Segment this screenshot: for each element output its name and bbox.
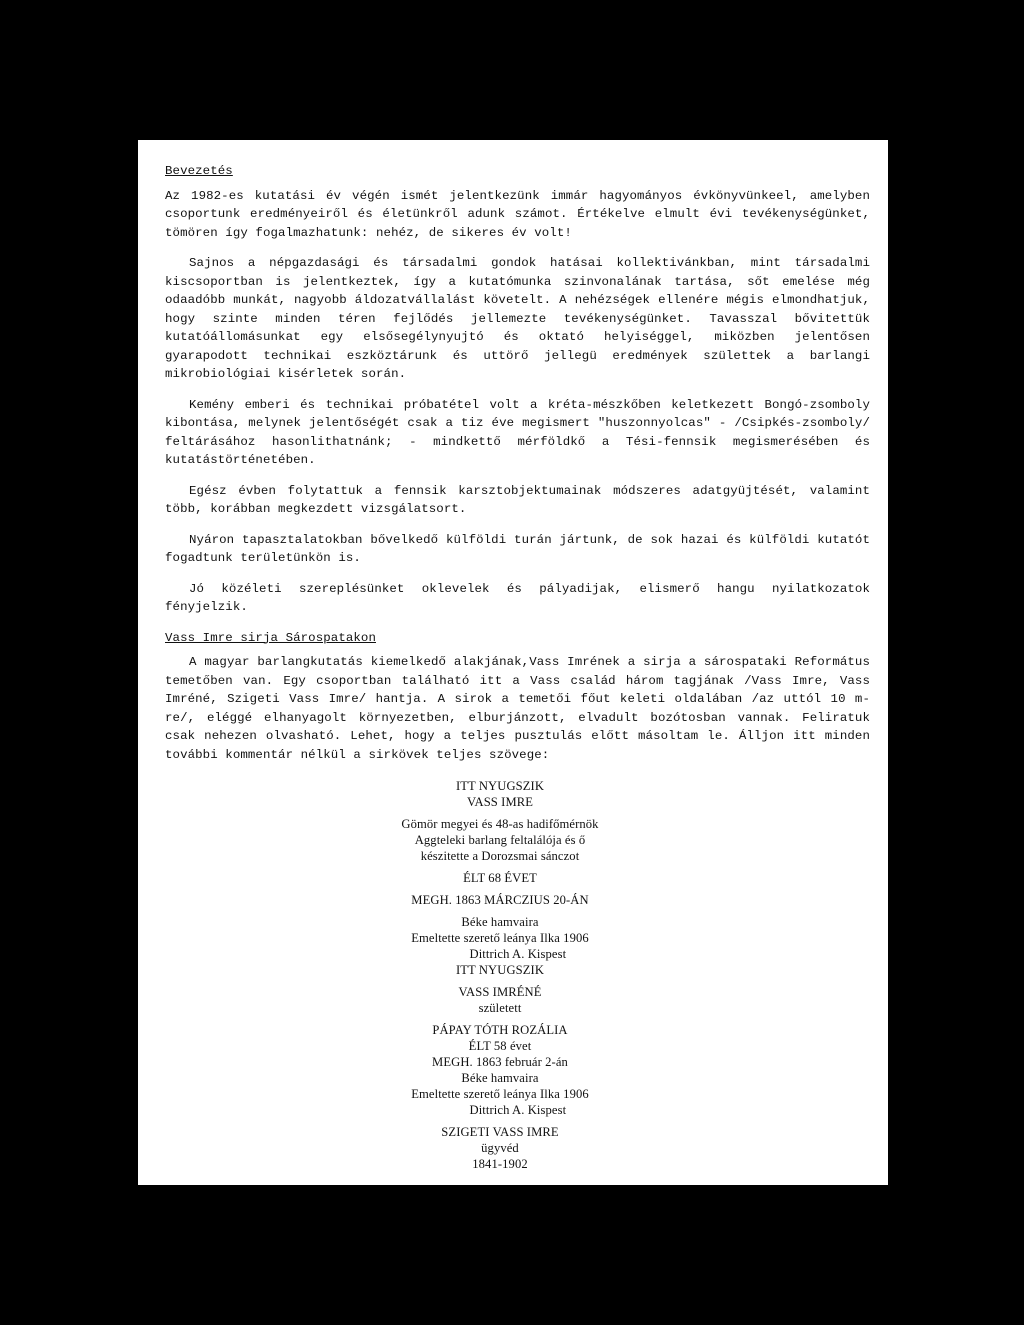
epitaph-line: VASS IMRE — [466, 795, 534, 809]
epitaph-line: ÉLT 58 évet — [468, 1039, 532, 1053]
epitaph-line: Emeltette szerető leánya Ilka 1906 — [411, 931, 589, 945]
epitaph-line: SZIGETI VASS IMRE — [441, 1125, 559, 1139]
epitaph-line: Gömör megyei és 48-as hadifőmérnök — [401, 817, 599, 831]
document-body — [165, 162, 870, 1172]
paragraph: Kemény emberi és technikai próbatétel volt a kréta-mészkőben keletkezett Bongó-zsomboly kibontása, melynek jelentőségét csak a tiz éve megismert "huszonnyolcas" - /Csipkés-zsomboly/ feltárásához hasonlithatnánk; - mindkettő mérföldkő a Tési-fennsik megismerésében és kutatástörténetében. — [165, 397, 870, 467]
epitaph-line: készitette a Dorozsmai sánczot — [420, 849, 580, 863]
epitaph-line: MEGH. 1863 MÁRCZIUS 20-ÁN — [411, 893, 589, 907]
epitaph-line: VASS IMRÉNÉ — [458, 985, 542, 999]
paragraph: Nyáron tapasztalatokban bővelkedő külföldi turán jártunk, de sok hazai és külföldi kutatót fogadtunk területünkön is. — [165, 532, 870, 565]
epitaph-line: ügyvéd — [481, 1141, 519, 1155]
section-heading-vass-imre: Vass Imre sirja Sárospatakon — [165, 630, 376, 645]
epitaph-line: ITT NYUGSZIK — [455, 963, 545, 977]
epitaph-line: Emeltette szerető leánya Ilka 1906 — [411, 1087, 589, 1101]
epitaph-block — [165, 778, 835, 1172]
paragraph: A magyar barlangkutatás kiemelkedő alakjának,Vass Imrének a sirja a sárospataki Református temetőben van. Egy csoportban található itt a Vass család három tagjának /Vass Imre, Vass Imréné, Szigeti Vass Imre/ hantja. A sirok a temetői főut keleti oldalában /az uttól 10 m-re/, eléggé elhanyagolt környezetben, elburjánzott, elvadult bozótosban vannak. Feliratuk csak nehezen olvasható. Lehet, hogy a teljes pusztulás előtt másoltam le. Álljon itt minden további kommentár nélkül a sirkövek teljes szövege: — [165, 655, 870, 762]
epitaph-line: Béke hamvaira — [461, 915, 539, 929]
epitaph-line: ÉLT 68 ÉVET — [463, 871, 537, 885]
epitaph-line: PÁPAY TÓTH ROZÁLIA — [432, 1023, 568, 1037]
epitaph-line: 1841-1902 — [472, 1157, 528, 1171]
paragraph: Egész évben folytattuk a fennsik karsztobjektumainak módszeres adatgyüjtését, valamint több, korábban megkezdett vizsgálatsort. — [165, 483, 870, 516]
epitaph-line: Dittrich A. Kispest — [433, 1103, 567, 1117]
paragraph: Sajnos a népgazdasági és társadalmi gondok hatásai kollektivánkban, mint társadalmi kiscsoportban is jelentkeztek, így a kutatómunka szinvonalának tartása, sőt emelése még odaadóbb munkát, nagyobb áldozatvállalást követelt. A nehézségek ellenére mégis elmondhatjuk, hogy szinte minden téren fejlődés jellemezte tevékenységünket. Tavasszal bővitettük kutatóállomásunkat egy elsősegélynyujtó és oktató helyiséggel, miközben jelentősen gyarapodott technikai eszköztárunk és uttörő jellegü eredmények születtek a barlangi mikrobiológiai kisérletek során. — [165, 256, 870, 381]
epitaph-line: Dittrich A. Kispest — [433, 947, 567, 961]
section-heading-bevezetes: Bevezetés — [165, 164, 233, 178]
paragraph: Jó közéleti szereplésünket oklevelek és pályadijak, elismerő hangu nyilatkozatok fényjelzik. — [165, 581, 870, 614]
epitaph-line: Aggteleki barlang feltalálója és ő — [414, 833, 586, 847]
paragraph: Az 1982-es kutatási év végén ismét jelentkezünk immár hagyományos évkönyvünkeel, amelyben csoportunk eredményeiről és életünkről adunk számot. Értékelve elmult évi tevékenységünket, tömören így fogalmazhatunk: nehéz, de sikeres év volt! — [165, 188, 870, 240]
epitaph-line: ITT NYUGSZIK — [455, 779, 545, 793]
epitaph-line: MEGH. 1863 február 2-án — [432, 1055, 568, 1069]
epitaph-line: Béke hamvaira — [461, 1071, 539, 1085]
epitaph-line: született — [478, 1001, 522, 1015]
